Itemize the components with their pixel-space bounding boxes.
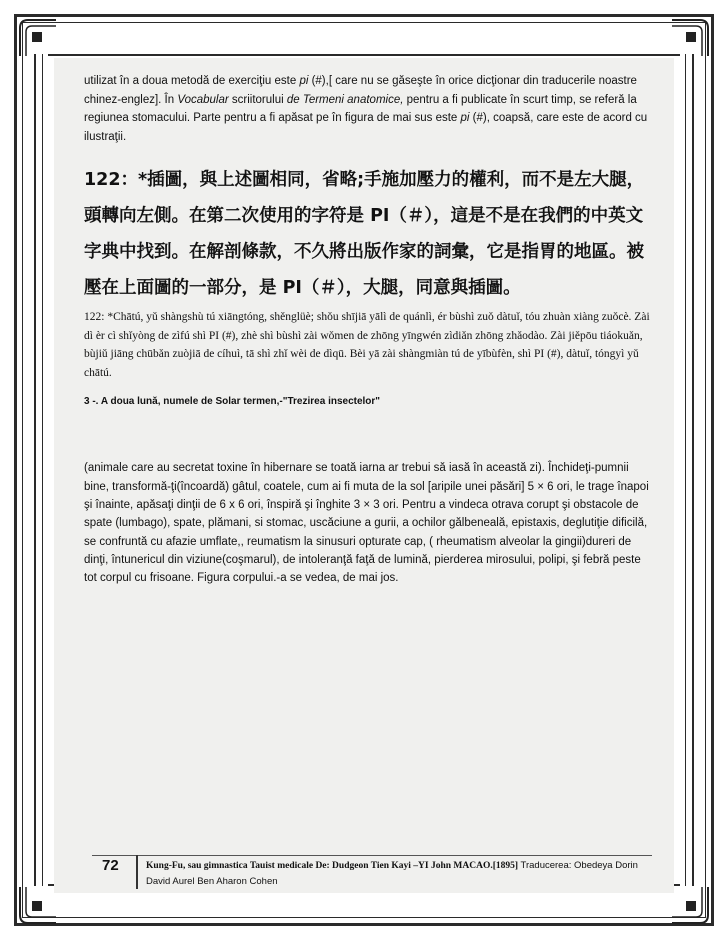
footer-title: Kung-Fu, sau gimnastica Tauist medicale De: Dudgeon Tien Kayi –YI John MACAO.[1895] <box>146 861 519 871</box>
paragraph-romanian-body: (animale care au secretat toxine în hibernare se toată iarna ar trebui să iasă în această zi). Închideţi-pumnii bine, transformă-ţi(încoardă) gâtul, coatele, cum ai fi muta de la sol [aripile unei păsări] 5 × 6 ori, le trage înapoi şi înainte, apăsaţi dinţii de 6 x 6 ori, înspiră şi înghite 3 × 3 ori. Pentru a vindeca otrava corupt şi obstacole de spate (lumbago), spate, plămani, si stomac, uscăciune a gurii, a ochilor gălbeneală, epistaxis, deglutiţie dificilă, se confruntă cu afazie umflate,, reumatism la sinusuri opturate cap, ( rheumatism alveolar la gingii)dureri de dinţi, întunericul din viziune(coşmarul), de intoleranţă faţă de lumină, pierderea mirosului, polipi, şi febră peste tot corpul cu frisoane. Figura corpului.-a se vedea, de mai jos. <box>84 462 649 585</box>
corner-ornament-top-left <box>18 18 58 58</box>
paragraph-chinese: 122：*插圖，與上述圖相同，省略;手施加壓力的權利，而不是左大腿，頭轉向左側。在第二次使用的字符是 PI（＃），這是不是在我們的中英文字典中找到。在解剖條款，不久將出版作家的詞彙，它是指胃的地區。被壓在上面圖的一部分，是 PI（＃），大腿，同意與插圖。 <box>84 170 645 298</box>
footer-translator: Traducerea: Obedeya Dorin David Aurel Ben Aharon Cohen <box>146 860 638 887</box>
footer-rule <box>92 855 652 856</box>
footer-separator <box>136 855 138 889</box>
section-heading: 3 -. A doua lună, numele de Solar termen,-"Trezirea insectelor" <box>84 396 381 408</box>
corner-ornament-bottom-left <box>18 885 58 925</box>
corner-ornament-bottom-right <box>670 885 710 925</box>
footer-text <box>146 858 646 889</box>
corner-ornament-top-right <box>670 18 710 58</box>
page-content <box>84 72 656 587</box>
paragraph-pinyin: 122: *Chātú, yǔ shàngshù tú xiāngtóng, shěnglüè; shǒu shījiā yālì de quánlì, ér bùshì zuǒ dàtuǐ, tóu zhuàn xiàng zuǒcè. Zài dì èr cì shǐyòng de zìfú shì PI (#), zhè shì bùshì zài wǒmen de zhōng yīngwén zìdiǎn zhōng zhǎodào. Zài jiěpōu tiáokuǎn, bùjiǔ jiāng chūbǎn zuòjiā de cíhuì, tā shì zhǐ wèi de dìqū. Bèi yā zài shàngmiàn tú de yībùfèn, shì PI (#), dàtuǐ, tóngyì yǔ chātú. <box>84 311 650 379</box>
page-footer <box>92 855 652 889</box>
paragraph-romanian-intro: utilizat în a doua metodă de exerciţiu este pi (#),[ care nu se găseşte în orice dicţionar din traducerile noastre chinez-englez]. În Vocabular scriitorului de Termeni anatomice, pentru a fi publicate în scurt timp, se referă la regiunea stomacului. Parte pentru a fi apăsat pe în figura de mai sus este pi (#), coapsă, care este de acord cu ilustraţii. <box>84 75 648 143</box>
page-number: 72 <box>102 857 119 874</box>
